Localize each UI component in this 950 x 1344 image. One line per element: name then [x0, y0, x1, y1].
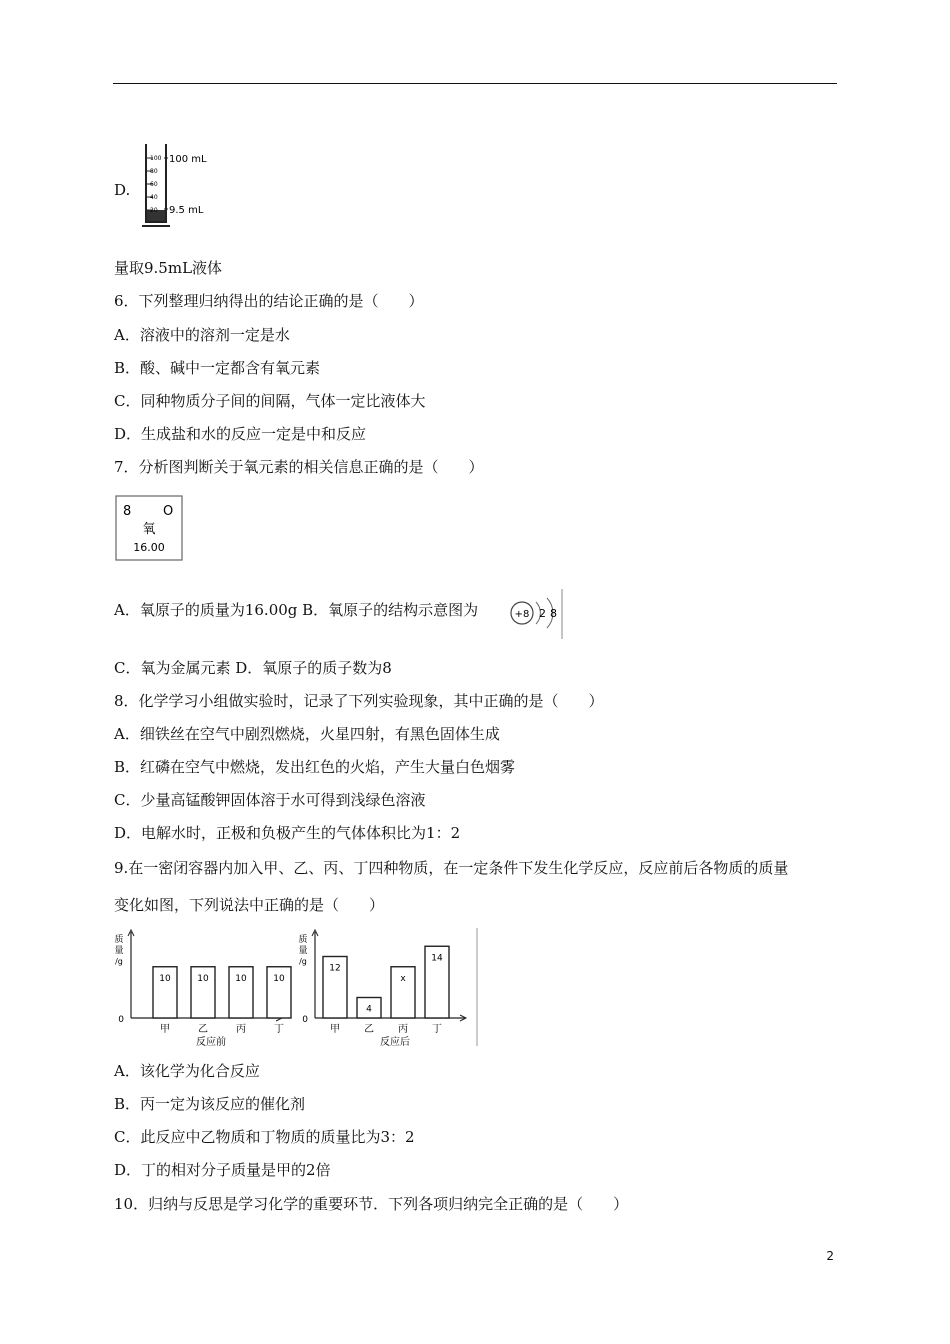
chart1-category-1: 甲 [160, 1024, 170, 1035]
cylinder-level-label: 9.5 mL [169, 205, 204, 216]
chart2-category-2: 乙 [364, 1024, 374, 1035]
atom-shell-2: 8 [550, 607, 557, 620]
q9-option-c: C．此反应中乙物质和丁物质的质量比为3：2 [114, 1128, 415, 1146]
chart2-value-label-4: 14 [431, 953, 443, 964]
oxygen-element-card [115, 495, 185, 563]
q5-caption: 量取9.5mL液体 [114, 259, 223, 277]
element-atomic-number: 8 [123, 504, 132, 519]
q6-option-d: D．生成盐和水的反应一定是中和反应 [114, 425, 367, 443]
chart1-title: 反应前 [196, 1037, 226, 1048]
element-symbol: O [163, 504, 174, 519]
q6-stem: 6．下列整理归纳得出的结论正确的是（ ） [114, 292, 424, 310]
chart1-origin-label: 0 [118, 1015, 124, 1025]
q8-option-d: D．电解水时，正极和负极产生的气体体积比为1：2 [114, 824, 461, 842]
chart1-value-label-3: 10 [235, 973, 247, 984]
q8-stem: 8．化学学习小组做实验时，记录了下列实验现象，其中正确的是（ ） [114, 692, 604, 710]
q6-option-a: A．溶液中的溶剂一定是水 [114, 326, 290, 344]
chart2-value-label-1: 12 [329, 963, 341, 974]
graduated-cylinder-figure [140, 138, 220, 230]
chart2-category-4: 丁 [432, 1024, 442, 1035]
q9-stem-line2: 变化如图，下列说法中正确的是（ ） [114, 896, 385, 914]
q7-option-ab: A．氧原子的质量为16.00g B．氧原子的结构示意图为 [114, 601, 479, 619]
cylinder-tick-40: 40 [150, 194, 158, 201]
q8-option-b: B．红磷在空气中燃烧，发出红色的火焰，产生大量白色烟雾 [114, 758, 516, 776]
atom-nucleus-charge: +8 [514, 609, 530, 620]
cylinder-top-label: 100 mL [169, 154, 207, 165]
q6-option-c: C．同种物质分子间的间隔，气体一定比液体大 [114, 392, 426, 410]
q9-option-d: D．丁的相对分子质量是甲的2倍 [114, 1161, 331, 1179]
chart2-category-1: 甲 [330, 1024, 340, 1035]
cylinder-tick-60: 60 [150, 181, 158, 188]
cylinder-tick-20: 20 [150, 207, 158, 214]
chart2-ylabel-1: 质 [298, 935, 308, 945]
q6-option-b: B．酸、碱中一定都含有氧元素 [114, 359, 321, 377]
header-rule [113, 83, 837, 84]
chart1-category-3: 丙 [236, 1024, 246, 1035]
chart2-value-label-3: x [400, 973, 406, 984]
q9-stem-line1: 9.在一密闭容器内加入甲、乙、丙、丁四种物质，在一定条件下发生化学反应，反应前后各物质的质量 [114, 859, 789, 877]
mass-change-bar-charts [113, 926, 479, 1050]
cylinder-tick-100: 100 [150, 155, 162, 162]
chart1-value-label-2: 10 [197, 973, 209, 984]
chart2-ylabel-2: 量 [298, 946, 308, 956]
chart2-category-3: 丙 [398, 1024, 408, 1035]
chart1-value-label-1: 10 [159, 973, 171, 984]
q7-option-cd: C．氧为金属元素 D．氧原子的质子数为8 [114, 659, 392, 677]
element-atomic-mass: 16.00 [133, 541, 165, 554]
q8-option-c: C．少量高锰酸钾固体溶于水可得到浅绿色溶液 [114, 791, 426, 809]
chart1-ylabel-2: 量 [114, 946, 124, 956]
chart1-category-4: 丁 [274, 1024, 284, 1035]
chart1-value-label-4: 10 [273, 973, 285, 984]
page-number: 2 [826, 1249, 834, 1263]
q10-stem: 10．归纳与反思是学习化学的重要环节．下列各项归纳完全正确的是（ ） [114, 1195, 629, 1213]
q7-stem: 7．分析图判断关于氧元素的相关信息正确的是（ ） [114, 458, 484, 476]
chart2-value-label-2: 4 [366, 1004, 372, 1015]
q8-option-a: A．细铁丝在空气中剧烈燃烧，火星四射，有黑色固体生成 [114, 725, 500, 743]
element-name: 氧 [142, 522, 156, 537]
oxygen-atom-structure-diagram [506, 588, 564, 640]
q9-option-b: B．丙一定为该反应的催化剂 [114, 1095, 306, 1113]
chart2-ylabel-unit: /g [299, 957, 307, 966]
atom-shell-1: 2 [539, 607, 546, 620]
q9-option-a: A．该化学为化合反应 [114, 1062, 260, 1080]
chart1-ylabel-1: 质 [114, 935, 124, 945]
cylinder-tick-80: 80 [150, 168, 158, 175]
q5-option-d-letter: D. [114, 181, 131, 199]
chart1-category-2: 乙 [198, 1024, 208, 1035]
chart1-ylabel-unit: /g [115, 957, 123, 966]
chart2-origin-label: 0 [302, 1015, 308, 1025]
chart2-title: 反应后 [380, 1037, 410, 1048]
